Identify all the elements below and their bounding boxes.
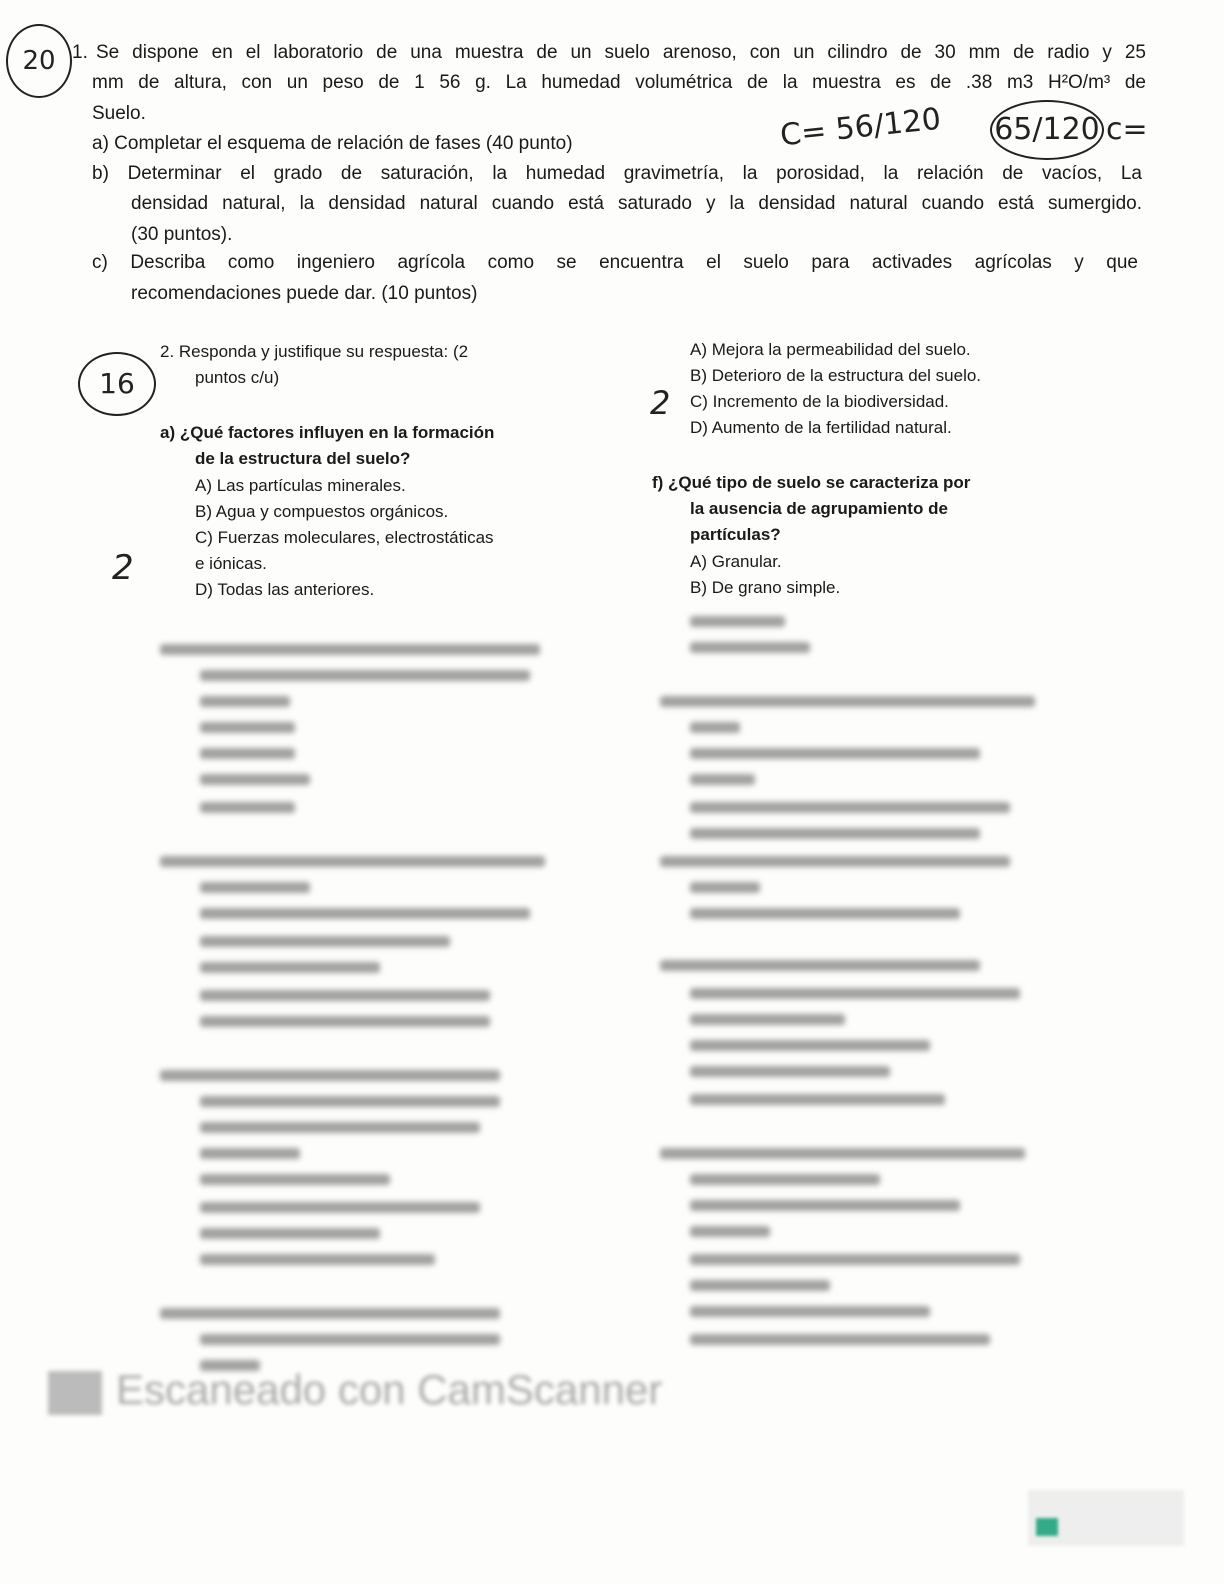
blurred-text-line: [200, 774, 310, 785]
q2a-option: B) Agua y compuestos orgánicos.: [195, 502, 449, 521]
blurred-text-line: [200, 696, 290, 707]
q2f-question: partículas?: [690, 525, 781, 544]
q1-part-b: b) Determinar el grado de saturación, la humedad gravimetría, la porosidad, la relación de vacíos, La: [92, 163, 1142, 184]
handwritten-mark-a: 2: [112, 548, 134, 588]
q1-part-a: a) Completar el esquema de relación de fases (40 punto): [92, 133, 573, 154]
q2a-option: e iónicas.: [195, 554, 267, 573]
blurred-text-line: [200, 1122, 480, 1133]
blurred-text-line: [200, 1174, 390, 1185]
blurred-text-line: [690, 1040, 930, 1051]
blurred-text-line: [200, 748, 295, 759]
q2e-option: D) Aumento de la fertilidad natural.: [690, 418, 952, 437]
q1-part-c: c) Describa como ingeniero agrícola como se encuentra el suelo para activades agrícolas y que: [92, 252, 1138, 273]
blurred-text-line: [200, 1228, 380, 1239]
blurred-text-line: [690, 1200, 960, 1211]
blurred-text-line: [690, 1094, 945, 1105]
q2f-question: f) ¿Qué tipo de suelo se caracteriza por: [652, 473, 971, 492]
camscanner-badge: [1028, 1490, 1184, 1546]
q1-line: mm de altura, con un peso de 1 56 g. La humedad volumétrica de la muestra es de .38 m3 H²O/m³ de: [92, 72, 1146, 93]
blurred-text-line: [660, 960, 980, 971]
camscanner-logo-icon: [48, 1371, 102, 1415]
camscanner-badge-icon: [1036, 1518, 1058, 1536]
q2-intro: puntos c/u): [195, 368, 280, 387]
blurred-text-line: [690, 802, 1010, 813]
q2a-option: A) Las partículas minerales.: [195, 476, 406, 495]
blurred-text-line: [690, 1334, 990, 1345]
blurred-text-line: [690, 642, 810, 653]
blurred-text-line: [200, 882, 310, 893]
blurred-text-line: [200, 722, 295, 733]
q1-number: 1.: [72, 42, 88, 63]
blurred-text-line: [200, 908, 530, 919]
blurred-text-line: [690, 1014, 845, 1025]
blurred-text-line: [200, 1016, 490, 1027]
q2a-option: C) Fuerzas moleculares, electrostáticas: [195, 528, 494, 547]
q1-line: Suelo.: [92, 103, 146, 124]
q2a-option-selected: D) Todas las anteriores.: [195, 580, 375, 599]
blurred-text-line: [200, 990, 490, 1001]
score-circle-1: 20: [6, 24, 72, 98]
blurred-text-line: [160, 644, 540, 655]
blurred-text-line: [160, 1070, 500, 1081]
blurred-text-line: [160, 1308, 500, 1319]
blurred-text-line: [690, 828, 980, 839]
blurred-text-line: [690, 988, 1020, 999]
handwritten-mark-e: 2: [650, 384, 671, 422]
blurred-text-line: [690, 1226, 770, 1237]
q2e-option: C) Incremento de la biodiversidad.: [690, 392, 949, 411]
blurred-text-line: [200, 936, 450, 947]
blurred-text-line: [690, 722, 740, 733]
blurred-text-line: [690, 1254, 1020, 1265]
q2-intro: 2. Responda y justifique su respuesta: (2: [160, 342, 469, 361]
watermark-text: Escaneado con CamScanner: [116, 1366, 663, 1413]
q1-line: Se dispone en el laboratorio de una muestra de un suelo arenoso, con un cilindro de 30 mm de radio y 25: [96, 42, 1146, 63]
handwritten-fraction-1: C= 56/120: [778, 101, 943, 154]
blurred-text-line: [160, 856, 545, 867]
q2f-option: A) Granular.: [690, 552, 782, 571]
q2f-option: B) De grano simple.: [690, 578, 841, 597]
blurred-text-line: [200, 670, 530, 681]
q1-part-b: densidad natural, la densidad natural cuando está saturado y la densidad natural cuando está sumergido.: [131, 193, 1142, 214]
blurred-text-line: [200, 802, 295, 813]
blurred-text-line: [690, 748, 980, 759]
blurred-text-line: [690, 1174, 880, 1185]
q2e-option: A) Mejora la permeabilidad del suelo.: [690, 340, 971, 359]
q2a-question: de la estructura del suelo?: [195, 449, 411, 468]
blurred-text-line: [660, 696, 1035, 707]
blurred-text-line: [690, 1306, 930, 1317]
handwritten-c: c=: [1106, 112, 1148, 147]
blurred-text-line: [200, 1254, 435, 1265]
blurred-text-line: [200, 962, 380, 973]
blurred-text-line: [200, 1148, 300, 1159]
q2f-question: la ausencia de agrupamiento de: [690, 499, 948, 518]
q1-part-c: recomendaciones puede dar. (10 puntos): [131, 283, 478, 304]
handwritten-fraction-2: 65/120: [990, 100, 1104, 160]
blurred-text-line: [690, 882, 760, 893]
score-circle-2: 16: [78, 352, 156, 416]
blurred-text-line: [690, 616, 785, 627]
blurred-text-line: [690, 1280, 830, 1291]
q2a-question: a) ¿Qué factores influyen en la formación: [160, 423, 495, 442]
blurred-text-line: [690, 774, 755, 785]
blurred-text-line: [690, 908, 960, 919]
q2e-option-selected: B) Deterioro de la estructura del suelo.: [690, 366, 982, 385]
blurred-text-line: [690, 1066, 890, 1077]
q1-part-b: (30 puntos).: [131, 224, 233, 245]
blurred-text-line: [200, 1202, 480, 1213]
blurred-text-line: [200, 1334, 500, 1345]
blurred-text-line: [200, 1096, 500, 1107]
blurred-text-line: [660, 856, 1010, 867]
blurred-text-line: [660, 1148, 1025, 1159]
camscanner-watermark: [48, 1366, 662, 1415]
